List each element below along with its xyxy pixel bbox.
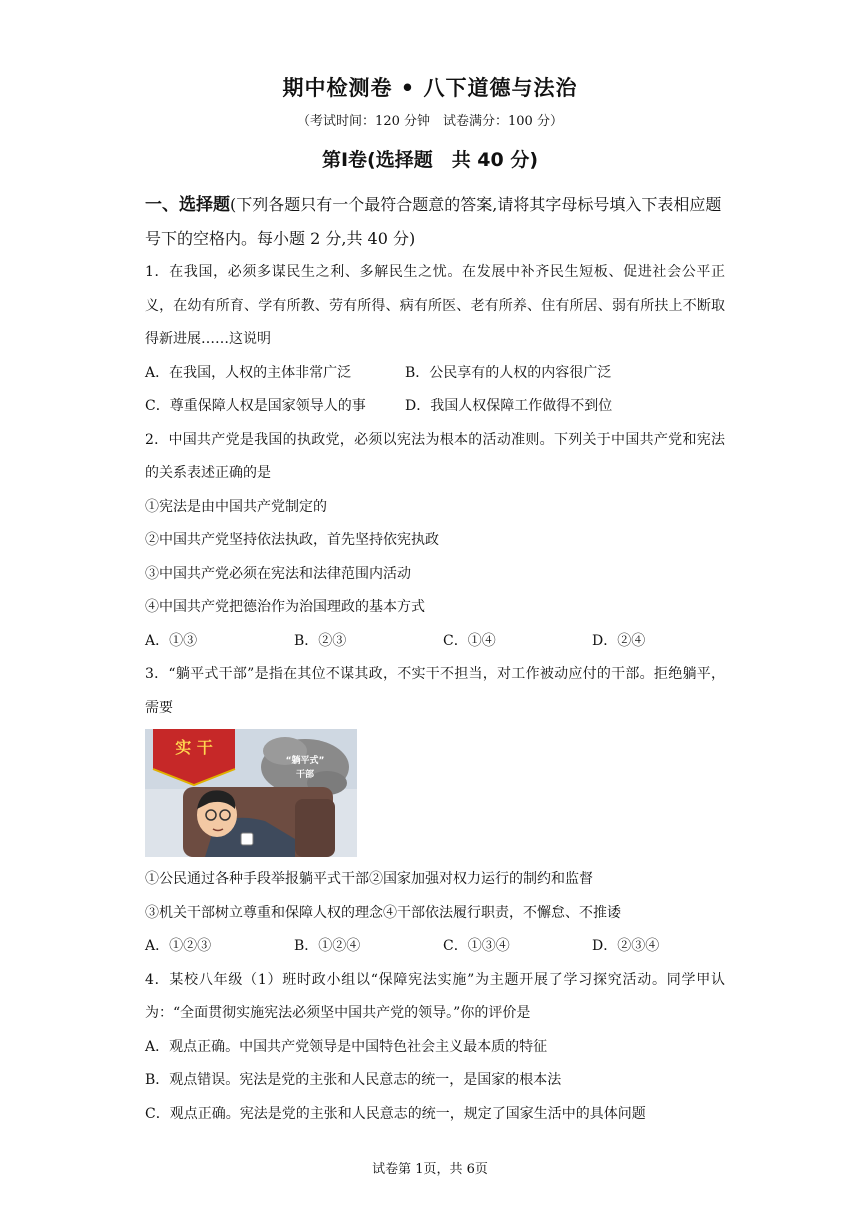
page-footer: 试卷第 1页，共 6页 [372, 1162, 488, 1177]
question-3-option-b: B．①②④ [294, 938, 361, 954]
exam-title: 期中检测卷 • 八下道德与法治 [282, 76, 578, 100]
question-1-options-ab [145, 357, 725, 391]
question-2 [145, 424, 725, 659]
question-3-option-c: C．①③④ [443, 938, 510, 954]
question-4-option-b: B．观点错误。宪法是党的主张和人民意志的统一，是国家的根本法 [145, 1072, 562, 1088]
question-2-statement-3: ③中国共产党必须在宪法和法律范围内活动 [145, 565, 411, 582]
question-2-statement-4: ④中国共产党把德治作为治国理政的基本方式 [145, 599, 425, 615]
question-1-option-a: A．在我国，人权的主体非常广泛 [145, 364, 352, 381]
question-3-options [145, 930, 725, 964]
question-1 [145, 256, 725, 424]
banner-text: 实 干 [175, 738, 213, 757]
question-2-stem: 2．中国共产党是我国的执政党，必须以宪法为根本的活动准则。下列关于中国共产党和宪法的关系表述正确的是 [145, 431, 725, 481]
exam-subtitle: （考试时间：120 分钟 试卷满分：100 分） [297, 114, 563, 129]
question-1-option-b: B．公民享有的人权的内容很广泛 [405, 364, 612, 381]
question-3-stem: 3．“躺平式干部”是指在其位不谋其政，不实干不担当，对工作被动应付的干部。拒绝躺平，需要 [145, 666, 725, 716]
question-1-option-c: C．尊重保障人权是国家领导人的事 [145, 398, 366, 414]
questions-content [145, 188, 725, 1131]
lying-flat-cadre-cartoon [145, 729, 357, 857]
question-2-option-c: C．①④ [443, 632, 496, 649]
question-1-stem: 1．在我国，必须多谋民生之利、多解民生之忧。在发展中补齐民生短板、促进社会公平正义，在幼有所育、学有所教、劳有所得、病有所医、老有所养、住有所居、弱有所扶上不断取得新进展……这说明 [145, 264, 725, 347]
question-2-option-b: B．②③ [294, 632, 347, 649]
question-1-option-d: D．我国人权保障工作做得不到位 [405, 398, 613, 414]
part1-intro [145, 188, 725, 256]
question-3-statements-3-4: ③机关干部树立尊重和保障人权的理念④干部依法履行职责，不懈怠、不推诿 [145, 904, 621, 921]
question-3 [145, 658, 725, 964]
section-title: 第Ⅰ卷(选择题 共 40 分) [321, 149, 539, 171]
question-2-option-a: A．①③ [145, 632, 198, 649]
question-4-stem: 4．某校八年级（1）班时政小组以“保障宪法实施”为主题开展了学习探究活动。同学甲认为：“全面贯彻实施宪法必须坚中国共产党的领导。”你的评价是 [145, 971, 725, 1021]
bubble-text-2: 干部 [295, 770, 315, 780]
question-4-option-a: A．观点正确。中国共产党领导是中国特色社会主义最本质的特征 [145, 1038, 548, 1055]
question-3-statements-1-2: ①公民通过各种手段举报躺平式干部②国家加强对权力运行的制约和监督 [145, 871, 593, 887]
question-2-options [145, 625, 725, 659]
question-2-option-d: D．②④ [592, 632, 646, 649]
question-3-option-a: A．①②③ [145, 938, 212, 954]
question-2-statement-1: ①宪法是由中国共产党制定的 [145, 498, 327, 515]
bubble-text-1: “躺平式” [285, 756, 325, 766]
part1-heading: 一、选择题 [145, 195, 230, 215]
question-2-statement-2: ②中国共产党坚持依法执政，首先坚持依宪执政 [145, 532, 439, 548]
question-4-option-c: C．观点正确。宪法是党的主张和人民意志的统一，规定了国家生活中的具体问题 [145, 1105, 646, 1122]
question-3-option-d: D．②③④ [592, 938, 660, 954]
question-1-options-cd [145, 390, 725, 424]
question-4 [145, 964, 725, 1132]
part1-instruction: (下列各题只有一个最符合题意的答案,请将其字母标号填入下表相应题号下的空格内。每小题 2 分,共 40 分) [145, 195, 722, 248]
